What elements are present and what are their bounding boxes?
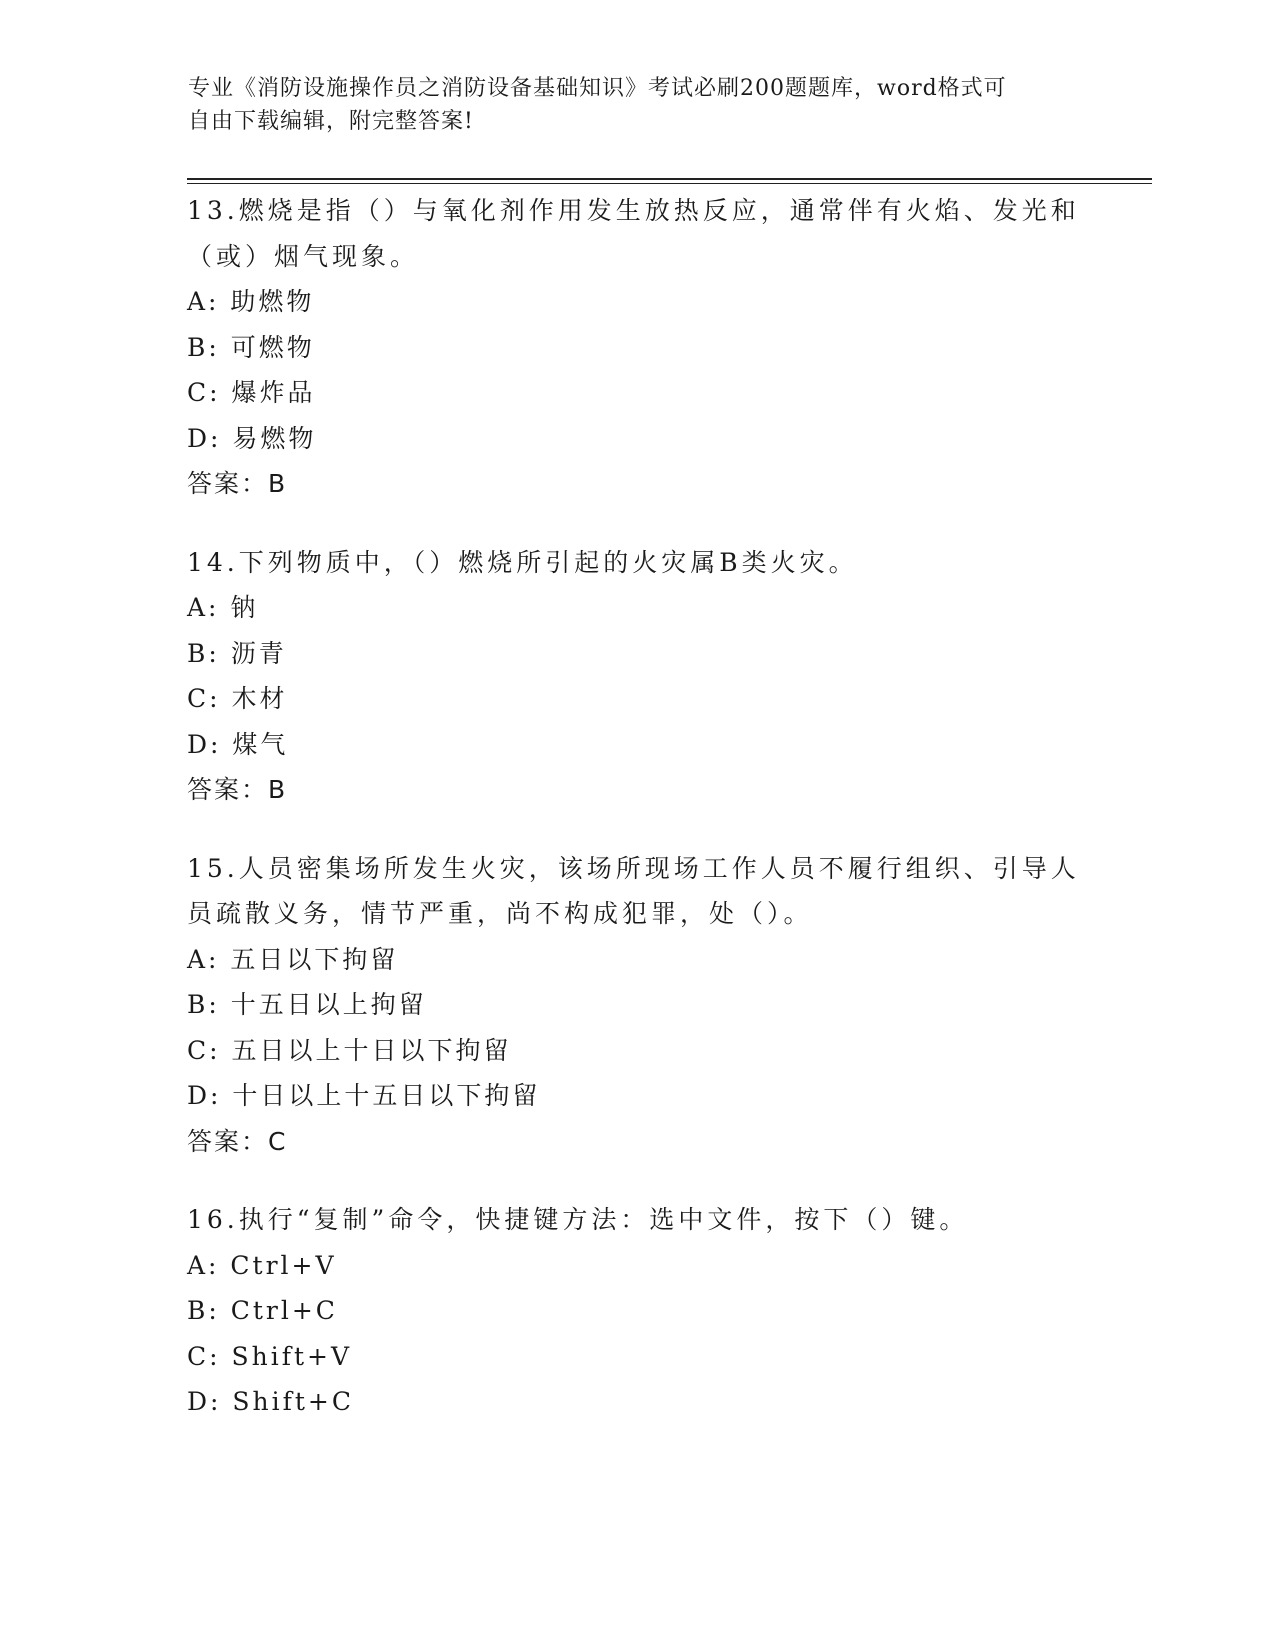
header-line-1: 专业《消防设施操作员之消防设备基础知识》考试必刷200题题库，word格式可 bbox=[188, 76, 1007, 101]
question-14 bbox=[187, 540, 1087, 813]
option-a: A: Ctrl+V bbox=[187, 1250, 337, 1280]
option-d: D: 煤气 bbox=[187, 729, 289, 759]
question-list bbox=[187, 188, 1087, 1458]
option-d: D: Shift+C bbox=[187, 1387, 355, 1416]
question-stem-line: 14.下列物质中，（）燃烧所引起的火灾属B类火灾。 bbox=[187, 547, 858, 577]
option-c: C: 爆炸品 bbox=[187, 378, 316, 407]
option-d: D: 易燃物 bbox=[187, 423, 317, 453]
option-b: B: Ctrl+C bbox=[187, 1296, 338, 1325]
question-13 bbox=[187, 188, 1087, 507]
header-divider-thick bbox=[187, 178, 1152, 180]
answer-line: 答案：B bbox=[187, 469, 288, 498]
question-16 bbox=[187, 1197, 1087, 1425]
option-b: B: 沥青 bbox=[187, 638, 287, 668]
option-c: C: 五日以上十日以下拘留 bbox=[187, 1035, 512, 1065]
option-b: B: 可燃物 bbox=[187, 332, 315, 362]
header-line-2: 自由下载编辑，附完整答案! bbox=[188, 109, 474, 134]
question-stem-line: 16.执行“复制”命令，快捷键方法：选中文件，按下（）键。 bbox=[187, 1205, 969, 1234]
option-a: A: 助燃物 bbox=[187, 287, 315, 316]
answer-line: 答案：B bbox=[187, 775, 288, 804]
option-d: D: 十日以上十五日以下拘留 bbox=[187, 1081, 541, 1110]
document-header bbox=[188, 72, 1068, 138]
question-stem-line: （或）烟气现象。 bbox=[187, 241, 420, 271]
question-stem-line: 13.燃烧是指（）与氧化剂作用发生放热反应，通常伴有火焰、发光和 bbox=[187, 196, 1080, 225]
question-stem-line: 员疏散义务，情节严重，尚不构成犯罪，处（）。 bbox=[187, 899, 813, 928]
question-15 bbox=[187, 846, 1087, 1165]
question-stem-line: 15.人员密集场所发生火灾，该场所现场工作人员不履行组织、引导人 bbox=[187, 853, 1080, 883]
answer-line: 答案：C bbox=[187, 1126, 288, 1156]
option-a: A: 钠 bbox=[187, 593, 259, 622]
option-b: B: 十五日以上拘留 bbox=[187, 990, 427, 1019]
option-a: A: 五日以下拘留 bbox=[187, 944, 399, 974]
header-divider-thin bbox=[187, 183, 1152, 184]
option-c: C: 木材 bbox=[187, 684, 288, 713]
option-c: C: Shift+V bbox=[187, 1341, 353, 1371]
